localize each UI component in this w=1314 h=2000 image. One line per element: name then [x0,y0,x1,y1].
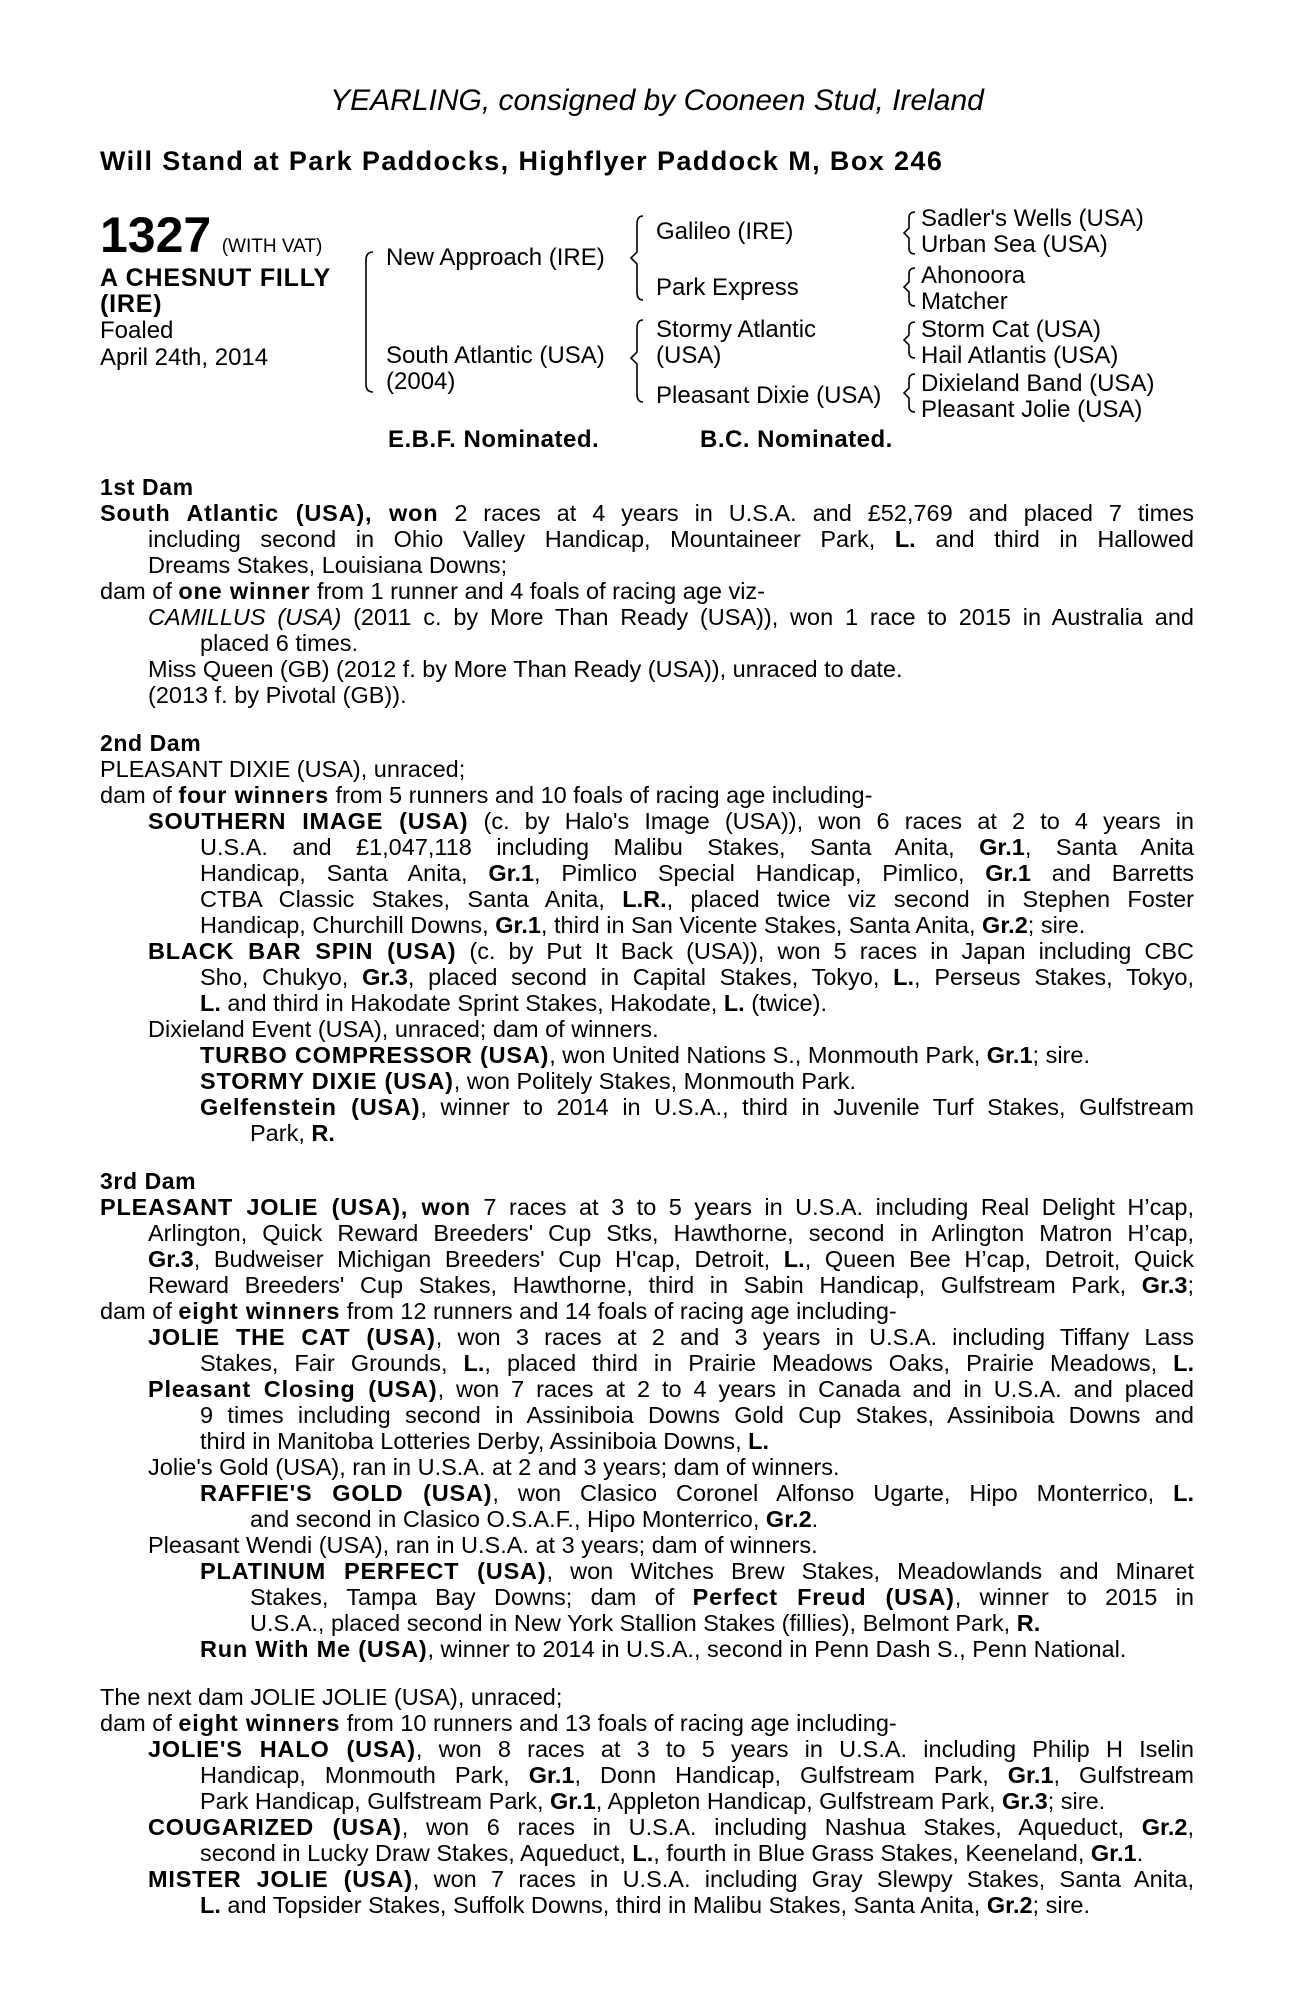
dam: South Atlantic (USA) [386,342,605,369]
third-dam-line: JOLIE THE CAT (USA), won 3 races at 2 and 3 years in U.S.A. including Tiffany Lass [148,1324,1194,1350]
second-dam-line: Gelfenstein (USA), winner to 2014 in U.S.A., third in Juvenile Turf Stakes, Gulfstream [200,1094,1194,1120]
second-dam-line: SOUTHERN IMAGE (USA) (c. by Halo's Image (USA)), won 6 races at 2 to 4 years in [148,808,1194,834]
dam-sire: Stormy Atlantic [656,316,817,343]
first-dam-line: Miss Queen (GB) (2012 f. by More Than Ready (USA)), unraced to date. [148,656,903,682]
first-dam-line: dam of one winner from 1 runner and 4 foals of racing age viz- [100,578,765,604]
lot-description: A CHESNUT FILLY [100,264,331,292]
second-dam-title: 2nd Dam [100,730,202,756]
second-dam-line: Park, R. [250,1120,335,1146]
third-dam-line: RAFFIE'S GOLD (USA), won Clasico Coronel Alfonso Ugarte, Hipo Monterrico, L. [200,1480,1194,1506]
third-dam-line: 9 times including second in Assiniboia Downs Gold Cup Stakes, Assiniboia Downs and [200,1402,1194,1428]
bracket-dam [631,320,643,402]
second-dam-line: PLEASANT DIXIE (USA), unraced; [100,756,466,782]
third-dam-line: PLATINUM PERFECT (USA), won Witches Brew Stakes, Meadowlands and Minaret [200,1558,1194,1584]
second-dam-line: Handicap, Churchill Downs, Gr.1, third in San Vicente Stakes, Santa Anita, Gr.2; sire. [200,912,1086,938]
next-dam-line: Park Handicap, Gulfstream Park, Gr.1, Appleton Handicap, Gulfstream Park, Gr.3; sire. [200,1788,1106,1814]
ds-sire: Storm Cat (USA) [921,316,1102,343]
second-dam-line: Sho, Chukyo, Gr.3, placed second in Capital Stakes, Tokyo, L., Perseus Stakes, Tokyo, [200,964,1194,990]
third-dam-line: Run With Me (USA), winner to 2014 in U.S.A., second in Penn Dash S., Penn National. [200,1636,1127,1662]
next-dam-line: Handicap, Monmouth Park, Gr.1, Donn Handicap, Gulfstream Park, Gr.1, Gulfstream [200,1762,1194,1788]
third-dam-line: Stakes, Tampa Bay Downs; dam of Perfect Freud (USA), winner to 2015 in [250,1584,1195,1610]
third-dam-line: and second in Clasico O.S.A.F., Hipo Monterrico, Gr.2. [250,1506,819,1532]
sire: New Approach (IRE) [386,244,605,271]
bracket-ds [904,322,915,358]
bracket-sd [904,268,915,306]
next-dam-line: COUGARIZED (USA), won 6 races in U.S.A. including Nashua Stakes, Aqueduct, Gr.2, [148,1814,1194,1840]
first-dam-line: including second in Ohio Valley Handicap, Mountaineer Park, L. and third in Hallowed [148,526,1194,552]
second-dam-line: U.S.A. and £1,047,118 including Malibu Stakes, Santa Anita, Gr.1, Santa Anita [200,834,1194,860]
ebf-nominated: E.B.F. Nominated. [388,426,600,453]
next-dam-line: The next dam JOLIE JOLIE (USA), unraced; [100,1684,563,1710]
third-dam-line: Gr.3, Budweiser Michigan Breeders' Cup H'cap, Detroit, L., Queen Bee H’cap, Detroit, Quick [148,1246,1195,1272]
first-dam-line: Dreams Stakes, Louisiana Downs; [148,552,508,578]
page-title: YEARLING, consigned by Cooneen Stud, Ireland [330,84,984,117]
second-dam-line: STORMY DIXIE (USA), won Politely Stakes, Monmouth Park. [200,1068,857,1094]
vat-note: (WITH VAT) [221,236,323,257]
first-dam-line: placed 6 times. [200,630,359,656]
ds-dam: Hail Atlantis (USA) [921,342,1119,369]
second-dam-line: CTBA Classic Stakes, Santa Anita, L.R., placed twice viz second in Stephen Foster [200,886,1194,912]
second-dam-line: BLACK BAR SPIN (USA) (c. by Put It Back (USA)), won 5 races in Japan including CBC [148,938,1194,964]
stand-location: Will Stand at Park Paddocks, Highflyer Paddock M, Box 246 [100,146,944,176]
second-dam-line: TURBO COMPRESSOR (USA), won United Nations S., Monmouth Park, Gr.1; sire. [200,1042,1090,1068]
second-dam-line: dam of four winners from 5 runners and 10 foals of racing age including- [100,782,873,808]
sire-dam: Park Express [656,274,799,301]
sd-dam: Matcher [921,288,1008,315]
third-dam-line: PLEASANT JOLIE (USA), won 7 races at 3 to 5 years in U.S.A. including Real Delight H’cap, [100,1194,1194,1220]
bracket-main [366,252,373,392]
third-dam-line: dam of eight winners from 12 runners and 14 foals of racing age including- [100,1298,897,1324]
next-dam-line: JOLIE'S HALO (USA), won 8 races at 3 to 5 years in U.S.A. including Philip H Iselin [148,1736,1194,1762]
foaled-date: April 24th, 2014 [100,344,269,371]
first-dam-title: 1st Dam [100,474,194,500]
bracket-sire [631,216,643,300]
dam-year: (2004) [386,368,456,395]
first-dam-line: (2013 f. by Pivotal (GB)). [148,682,407,708]
third-dam-line: Arlington, Quick Reward Breeders' Cup Stks, Hawthorne, second in Arlington Matron H’cap, [148,1220,1194,1246]
third-dam-line: third in Manitoba Lotteries Derby, Assiniboia Downs, L. [200,1428,770,1454]
third-dam-line: Reward Breeders' Cup Stakes, Hawthorne, third in Sabin Handicap, Gulfstream Park, Gr.3; [148,1272,1194,1298]
ss-sire: Sadler's Wells (USA) [921,205,1144,232]
next-dam-line: L. and Topsider Stakes, Suffolk Downs, third in Malibu Stakes, Santa Anita, Gr.2; sire. [200,1892,1091,1918]
second-dam-line: L. and third in Hakodate Sprint Stakes, Hakodate, L. (twice). [200,990,827,1016]
bracket-ss [904,212,915,254]
first-dam-line: South Atlantic (USA), won 2 races at 4 years in U.S.A. and £52,769 and placed 7 times [100,500,1194,526]
next-dam-line: second in Lucky Draw Stakes, Aqueduct, L., fourth in Blue Grass Stakes, Keeneland, Gr.1. [200,1840,1144,1866]
sd-sire: Ahonoora [921,262,1026,289]
next-dam-line: MISTER JOLIE (USA), won 7 races in U.S.A. including Gray Slewpy Stakes, Santa Anita, [148,1866,1194,1892]
second-dam-line: Handicap, Santa Anita, Gr.1, Pimlico Special Handicap, Pimlico, Gr.1 and Barretts [200,860,1194,886]
sire-sire: Galileo (IRE) [656,218,794,245]
foaled-label: Foaled [100,317,174,344]
third-dam-line: Jolie's Gold (USA), ran in U.S.A. at 2 and 3 years; dam of winners. [148,1454,840,1480]
second-dam-line: Dixieland Event (USA), unraced; dam of winners. [148,1016,659,1042]
dam-sire-country: (USA) [656,342,722,369]
first-dam-line: CAMILLUS (USA) (2011 c. by More Than Ready (USA)), won 1 race to 2015 in Australia and [148,604,1195,630]
bracket-dd [904,374,915,412]
third-dam-line: U.S.A., placed second in New York Stallion Stakes (fillies), Belmont Park, R. [250,1610,1041,1636]
ss-dam: Urban Sea (USA) [921,231,1108,258]
third-dam-line: Pleasant Closing (USA), won 7 races at 2 to 4 years in Canada and in U.S.A. and placed [148,1376,1194,1402]
third-dam-line: Pleasant Wendi (USA), ran in U.S.A. at 3 years; dam of winners. [148,1532,818,1558]
dd-dam: Pleasant Jolie (USA) [921,396,1143,423]
dd-sire: Dixieland Band (USA) [921,370,1155,397]
dam-dam: Pleasant Dixie (USA) [656,382,882,409]
third-dam-title: 3rd Dam [100,1168,197,1194]
lot-description-country: (IRE) [100,290,163,318]
bc-nominated: B.C. Nominated. [700,426,893,453]
lot-number: 1327 [100,207,212,263]
third-dam-line: Stakes, Fair Grounds, L., placed third in Prairie Meadows Oaks, Prairie Meadows, L. [200,1350,1195,1376]
next-dam-line: dam of eight winners from 10 runners and 13 foals of racing age including- [100,1710,897,1736]
